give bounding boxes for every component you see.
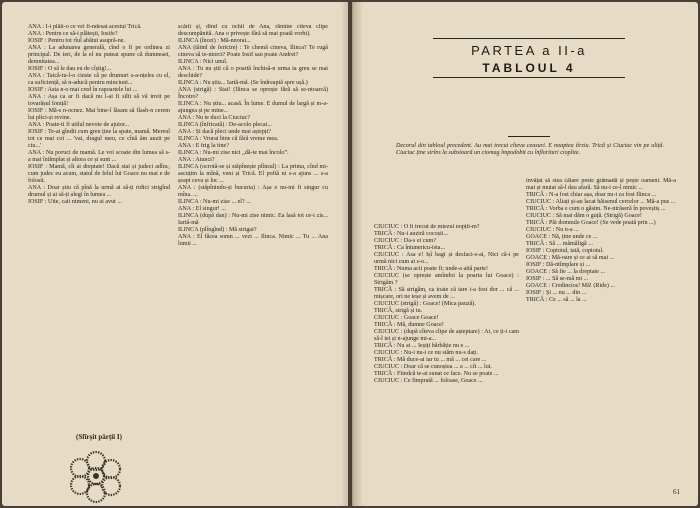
dialogue-line: IOSIF : Asta n-o mai cred în rapoartele lui ... xyxy=(28,87,138,93)
dialogue-line: TRICĂ, strigă și tu. xyxy=(374,308,423,314)
dialogue-line: IOSIF : Dă-ntîmplare și ... xyxy=(526,262,591,268)
dialogue-line: ILINCA : Nu-mi zise ... el? ... xyxy=(178,199,251,205)
part-title: PARTEA a II-a xyxy=(471,43,587,58)
dialogue-line: ANA : Doar știu că pînă la urmă ai să-ți ridici strigînd drumul și ai să-ți alegi în lumea ... xyxy=(28,185,170,198)
dialogue-line: ILINCA : Vrurai bine că fără vreme mea. xyxy=(178,136,279,142)
dialogue-line: ANA : Tu nu știi că o poartă închisă-n urma ta greu se mai deschide? xyxy=(178,66,328,79)
dialogue-line: TRICĂ : Numa acii poate fi; unde-a aită parte! xyxy=(374,266,489,272)
divider xyxy=(508,136,550,137)
dialogue-line: ILINCA : Nu-mi zise nici „dă-te mai încolo”. xyxy=(178,150,289,156)
dialogue-line: ANA : Așa ca ar fi dacă nu l-ai fi silit să vă invit pe tovarășul Ioniță! xyxy=(28,94,170,107)
dialogue-line: CIUCIUC : Ce fimprată ... foloase, Goace ... xyxy=(374,378,483,384)
dialogue-line: IOSIF : Uite, caii nimeni, nu ai avut ... xyxy=(28,199,122,205)
dialogue-line: ANA : Pentru ce să-i plătești, Iosife? xyxy=(28,31,118,37)
flower-ornament-icon xyxy=(56,449,136,504)
left-column-1 xyxy=(28,24,170,424)
dialogue-line: ANA : Nu te duci la Ciuciuc? xyxy=(178,115,251,121)
dialogue-line: CIUCIUC : Să mai dăm o guță. (Strigă) Goace! xyxy=(526,213,642,219)
dialogue-line: CIUCIUC : Goace Goace! xyxy=(374,315,439,321)
dialogue-line: CIUCIUC : (după cîteva clipe de așteptare) : Ai, ce ți-i cam să-l iei și n-ajunge mi-a... xyxy=(374,329,519,342)
dialogue-line: ANA : Taică-tu-l-o cinste că pe drumuri s-a-nțeles cu el, ca suficiență, să n-aducă pentru minciuni... xyxy=(28,73,170,86)
dialogue-line: ILINCA : Nu știu... Iartă-mă. (Se îndreaptă spre ușă.) xyxy=(178,80,308,86)
dialogue-line: TRICĂ : Păi domnule Goace! (Se vede poată prin ...) xyxy=(526,220,656,226)
dialogue-line: ANA : Nu poruci de mamă. Le voi scoate din lumea să s-a mai întîmplat și altora ce și sunt ... xyxy=(28,150,170,163)
dialogue-line: IOSIF : Te-ai gîndit cum greu ține la spate, mamă. Mereul tot ce mai coi ... 'vai, dragul meu, ce cînă ăm auzit pe ciu...' xyxy=(28,129,170,149)
dialogue-line: ANA : (stăpînindu-și bucuria) : Așa e nu-mi fi singur cu mîna. ... xyxy=(178,185,328,198)
dialogue-line: TRICĂ : Ce ... să ... la ... xyxy=(526,297,587,303)
dialogue-line: ILINCA (plîngînd) : Mă strigai? xyxy=(178,227,257,233)
dialogue-line: ILINCA (înfricată) : De-acolo plecai... xyxy=(178,122,272,128)
dialogue-line: IOSIF : Mă-s n-ocnez. Mai bine-l lăsam să flash-n cerem lui plici-și revine. xyxy=(28,108,170,121)
dialogue-line: ILINCA (după dan) : Nu-mi zise nimic. Ea lasă tot ce-i zis... Iartă-mă xyxy=(178,213,328,226)
right-column-2 xyxy=(526,178,676,478)
dialogue-line: ANA : Și dacă pleci unde mai aștepți? xyxy=(178,129,271,135)
dialogue-line: TRICĂ : Mă duce-ai iar tu ... mă ... cei care ... xyxy=(374,357,487,363)
dialogue-line: ANA : La adunarea generală, cînd o fi pe ordinea zi principal. De ieri, de la el nu puteai spune că dumneaei, demnitatea... xyxy=(28,45,170,65)
dialogue-line: ANA (tăind de fericire) : Te chemă cineva, Ilinca? Te rugă cineva să te-ntorci? Poate Iosif sau poate Andrei? xyxy=(178,45,328,58)
left-page xyxy=(2,2,348,506)
dialogue-line: ANA : Atunci? xyxy=(178,157,215,163)
dialogue-line: IOSIF : Și ... nu ... din ... xyxy=(526,290,587,296)
dialogue-line: TRICĂ : Mă, dumne Goace! xyxy=(374,322,444,328)
dialogue-line: TRICĂ : Nu ai ... Ieșiți bărbăție nu e ... xyxy=(374,343,470,349)
stage-direction-intro: Decorul din tabloul precedent. Au mai trecut cîteva ceasuri. E noaptea tîrziu. Trică și Ciuciuc vin pe uliță. Ciuciuc ține strîns la subsioară un ciomag împodobit cu înflorituri ciopîite. xyxy=(396,143,664,157)
open-book xyxy=(2,2,698,506)
dialogue-line: CIUCIUC : Doar că se cunoștea ... a ... cît ... lui. xyxy=(374,364,492,370)
dialogue-line: CIUCIUC : O fi trecut de miezul nopții-m? xyxy=(374,224,480,230)
dialogue-line: ILINCA (încet) : Mă-nnorai... xyxy=(178,38,251,44)
page-number: 61 xyxy=(673,488,680,496)
dialogue-line: ILINCA : Nici unul. xyxy=(178,59,228,65)
chapter-title-box xyxy=(433,38,625,78)
dialogue-line: IOSIF : Mamă, cît ai dreptate! Dacă stai și judeci adînc, cum judec eu acum, statul de felul lui Goace nu mai e de folosit. xyxy=(28,164,170,184)
dialogue-line: ILINCA : Nu știu... acasă. În lume. E dumul de largă și m-a-ajungea și pe mine... xyxy=(178,101,328,114)
left-column-2 xyxy=(178,24,328,476)
dialogue-line: CIUCIUC : Da-s ei cum? xyxy=(374,238,436,244)
dialogue-line: CIUCIUC : Aliați și-au lacat hăisenul cercelor ... Mă-a pus ... xyxy=(526,199,676,205)
dialogue-line: ANA (strigă) : Stai! (Ilinca se oprește fără să se-ntoarcă) Încotro? xyxy=(178,87,328,100)
dialogue-line: TRICĂ : Ca întunericu-ista... xyxy=(374,245,446,251)
dialogue-line: CIUCIUC : Nu n-a ... xyxy=(526,227,579,233)
dialogue-line: GOACE : Să fie ... la dreptate ... xyxy=(526,269,606,275)
dialogue-line: ANA : El făcea somn ... vezi ... Ilinca. Nimic ... Tu ... Ana lumii ... xyxy=(178,234,328,247)
dialogue-line: TRICĂ : Să ... mămăligă ... xyxy=(526,241,593,247)
dialogue-line: TRICĂ : Nu-i auziră cocoșii... xyxy=(374,231,448,237)
dialogue-line: TRICĂ : Fiindcă te-ai sunat ce face. Nu se poate ... xyxy=(374,371,499,377)
dialogue-line: scăriî și, dînd cu ochii de Ana, rămîne cîteva clipe descumpănită. Ana o privește fără să mai poată vorbi). xyxy=(178,24,328,37)
dialogue-line: IOSIF : Pentru tot rîul abătut asupră-ne. xyxy=(28,38,125,44)
dialogue-line: ANA : Î-i plăti-o ce vei fi-ndesat acestui Trică. xyxy=(28,24,142,30)
dialogue-line: TRICĂ : Vorba e cum o găsim. Ne-ntrăseră în poveștiș ... xyxy=(526,206,666,212)
dialogue-line: ILINCA (ocrotă-se și stăpînește plînsul) : La prima, cînd mi-ascuțim la mînă, veni și Trică. El poftă ni s-a ajuns ... s-a șeapt ceva și loc ... xyxy=(178,164,328,184)
dialogue-line: IOSIF : Coptoiul, tată, coptoiul. xyxy=(526,248,604,254)
dialogue-line: TRICĂ : Să strigăm, ca toate că tare i-a fost dor ... câ ... mișcare, ori ne ieșe și avem de ... xyxy=(374,287,519,300)
end-of-part-note: (Sfîrșit părții I) xyxy=(76,433,122,441)
dialogue-line: CIUCIUC (se oprește amîndoi la poarta lui Goace) : Strigăm ? xyxy=(374,273,519,286)
dialogue-line: GOACE : Credincios! Mă! (Ride) ... xyxy=(526,283,616,289)
dialogue-line: învățat să stea călare peste grămadă și pește oameni. Mă-a mai și mutat să-l dau afară. Să nu-i ce-l nimic ... xyxy=(526,178,676,191)
right-column-1 xyxy=(374,224,519,496)
dialogue-line: CIUCIUC : Nu-i nu-i ce nu stăm nu-s dați. xyxy=(374,350,479,356)
dialogue-line: GOACE : Nă, ține unde ce ... xyxy=(526,234,598,240)
dialogue-line: IOSIF : ... Să se-mă mi ... xyxy=(526,276,589,282)
dialogue-line: CIUCIUC : Asa e! Ișî bagi și desfaci-s-ai, Nici că-i pe urmă nici cum ai s-o... xyxy=(374,252,519,265)
dialogue-line: TRICĂ : N-a fost chiar așa, doar nu-i ca fost Ilinca ... xyxy=(526,192,657,198)
dialogue-line: GOACE : Mă-oare și ce ai să mai ... xyxy=(526,255,615,261)
right-page xyxy=(352,2,698,506)
dialogue-line: IOSIF : O să le dau eu de cîștig!... xyxy=(28,66,112,72)
dialogue-line: ANA : E frig la tine? xyxy=(178,143,229,149)
dialogue-line: ANA : Poate-ti fi utilul nevoie de ajutor... xyxy=(28,122,130,128)
tableau-title: TABLOUL 4 xyxy=(482,61,576,75)
dialogue-line: ANA : El singur! ... xyxy=(178,206,226,212)
dialogue-line: CIUCIUC (strigă) : Goace! (Mica pauză). xyxy=(374,301,476,307)
